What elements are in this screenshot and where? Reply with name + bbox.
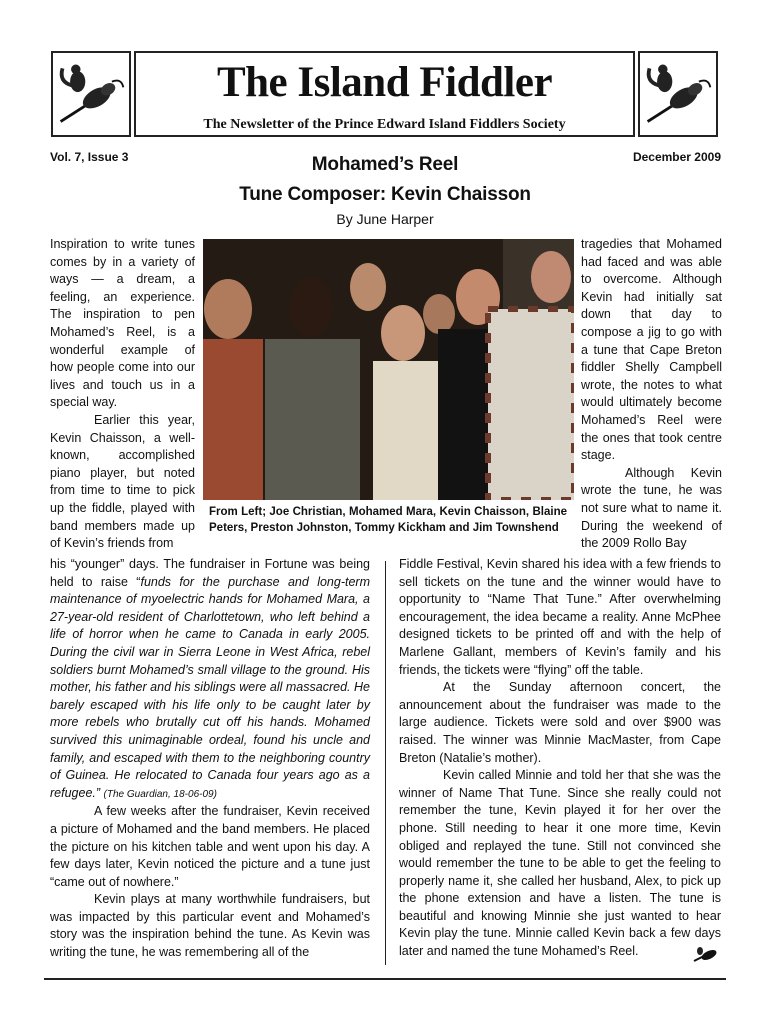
quote-source: (The Guardian, 18-06-09) xyxy=(103,788,217,800)
newsletter-title: The Island Fiddler xyxy=(216,59,553,106)
band-photo xyxy=(203,239,574,500)
paragraph: tragedies that Mohamed had faced and was able to overcome. Although Kevin had initially sat down that day to compose a jig to go with a tune that Cape Breton fiddler Shelly Campbell wrote, the notes to what would ultimately become Mohamed’s Reel were the ones that took centre stage. xyxy=(581,237,722,463)
main-column-left xyxy=(50,556,370,962)
bottom-rule xyxy=(44,978,726,980)
paragraph-intro: his “younger” days. The fundraiser in Fortune was being held to raise “ xyxy=(50,557,370,589)
masthead-logo-left xyxy=(51,51,131,137)
article-subtitle: Tune Composer: Kevin Chaisson xyxy=(239,184,531,205)
issue-volume: Vol. 7, Issue 3 xyxy=(50,150,129,164)
article-byline: By June Harper xyxy=(336,211,434,227)
left-narrow-column xyxy=(50,236,195,553)
paragraph: Earlier this year, Kevin Chaisson, a well-known, accomplished piano player, but noted from time to time to pick up the fiddle, played with band members made up of Kevin’s friends from xyxy=(50,412,195,551)
paragraph: A few weeks after the fundraiser, Kevin received a picture of Mohamed and the band members. He placed the picture on his kitchen table and went upon his day. A few days later, Kevin noticed the picture and a tune just “came out of nowhere.” xyxy=(50,804,370,889)
main-column-right xyxy=(399,556,721,961)
fiddle-with-squirrel-icon xyxy=(640,53,716,135)
paragraph: At the Sunday afternoon concert, the announcement about the fundraiser was made to the large audience. Tickets were sold and over $900 was raised. The winner was Minnie MacMaster, from Cape Breton (Natalie’s mother). xyxy=(399,680,721,765)
column-divider xyxy=(385,561,386,965)
paragraph: Although Kevin wrote the tune, he was not sure what to name it. During the weekend of the 2009 Rollo Bay xyxy=(581,465,722,551)
fiddle-end-mark-icon xyxy=(692,945,722,965)
issue-date: December 2009 xyxy=(632,150,721,164)
paragraph: Inspiration to write tunes comes by in a variety of ways — a dream, a feeling, an experience. The inspiration to pen Mohamed’s Reel, is a wonderful example of how people come into our lives and touch us in a special way. xyxy=(50,237,195,410)
right-narrow-column xyxy=(581,236,722,553)
fiddle-with-squirrel-icon xyxy=(53,53,129,135)
guardian-quote: funds for the purchase and long-term maintenance of myoelectric hands for Mohamed Mara, a 27-year-old resident of Charlottetown, who left behind a life of horror when he came to Canada in early 2005. During the civil war in Sierra Leone in West Africa, rebel soldiers burnt Mohamed’s small village to the ground. His mother, his father and his siblings were all massacred. He barely escaped with his life only to be caught later by more rebels who brutally cut off his hands. Mohamed survived this unimaginable ordeal, found his uncle and family, and escaped with them to the neighboring country of Guinea. He relocated to Canada four years ago as a refugee.” xyxy=(50,574,370,800)
paragraph xyxy=(50,556,370,803)
masthead-logo-right xyxy=(638,51,718,137)
paragraph: Kevin called Minnie and told her that she was the winner of Name That Tune. Since she really could not remember the tune, Kevin played it for her over the phone. Still needing to hear it one more time, Kevin obliged and replayed the tune. Still not convinced she would remember the tune to be able to get the feeling to properly name it, she called her husband, Alex, to pick up the phone extension and have a listen. The tune is beautiful and knowing Minnie she just wanted to hear Kevin play the tune. Minnie called Kevin back a few days later and named the tune Mohamed’s Reel. xyxy=(399,768,721,959)
masthead-title-box xyxy=(134,51,635,137)
article-title: Mohamed’s Reel xyxy=(311,154,459,175)
newsletter-subtitle: The Newsletter of the Prince Edward Island Fiddlers Society xyxy=(203,117,566,132)
paragraph: Fiddle Festival, Kevin shared his idea with a few friends to sell tickets on the tune and the winner would have to opportunity to “Name That Tune.” After overwhelming encouragement, the idea became a reality. Anne McPhee designed tickets to be printed off and with the help of Marlene Gallant, members of Kevin’s family and his friends, the tickets were “flying” off the table. xyxy=(399,557,721,677)
photo-caption: From Left; Joe Christian, Mohamed Mara, Kevin Chaisson, Blaine Peters, Preston Johnston, Tommy Kickham and Jim Townshend xyxy=(209,506,567,534)
paragraph: Kevin plays at many worthwhile fundraisers, but was impacted by this particular event and Mohamed’s story was the inspiration behind the tune. As Kevin was writing the tune, he was remembering all of the xyxy=(50,892,370,960)
